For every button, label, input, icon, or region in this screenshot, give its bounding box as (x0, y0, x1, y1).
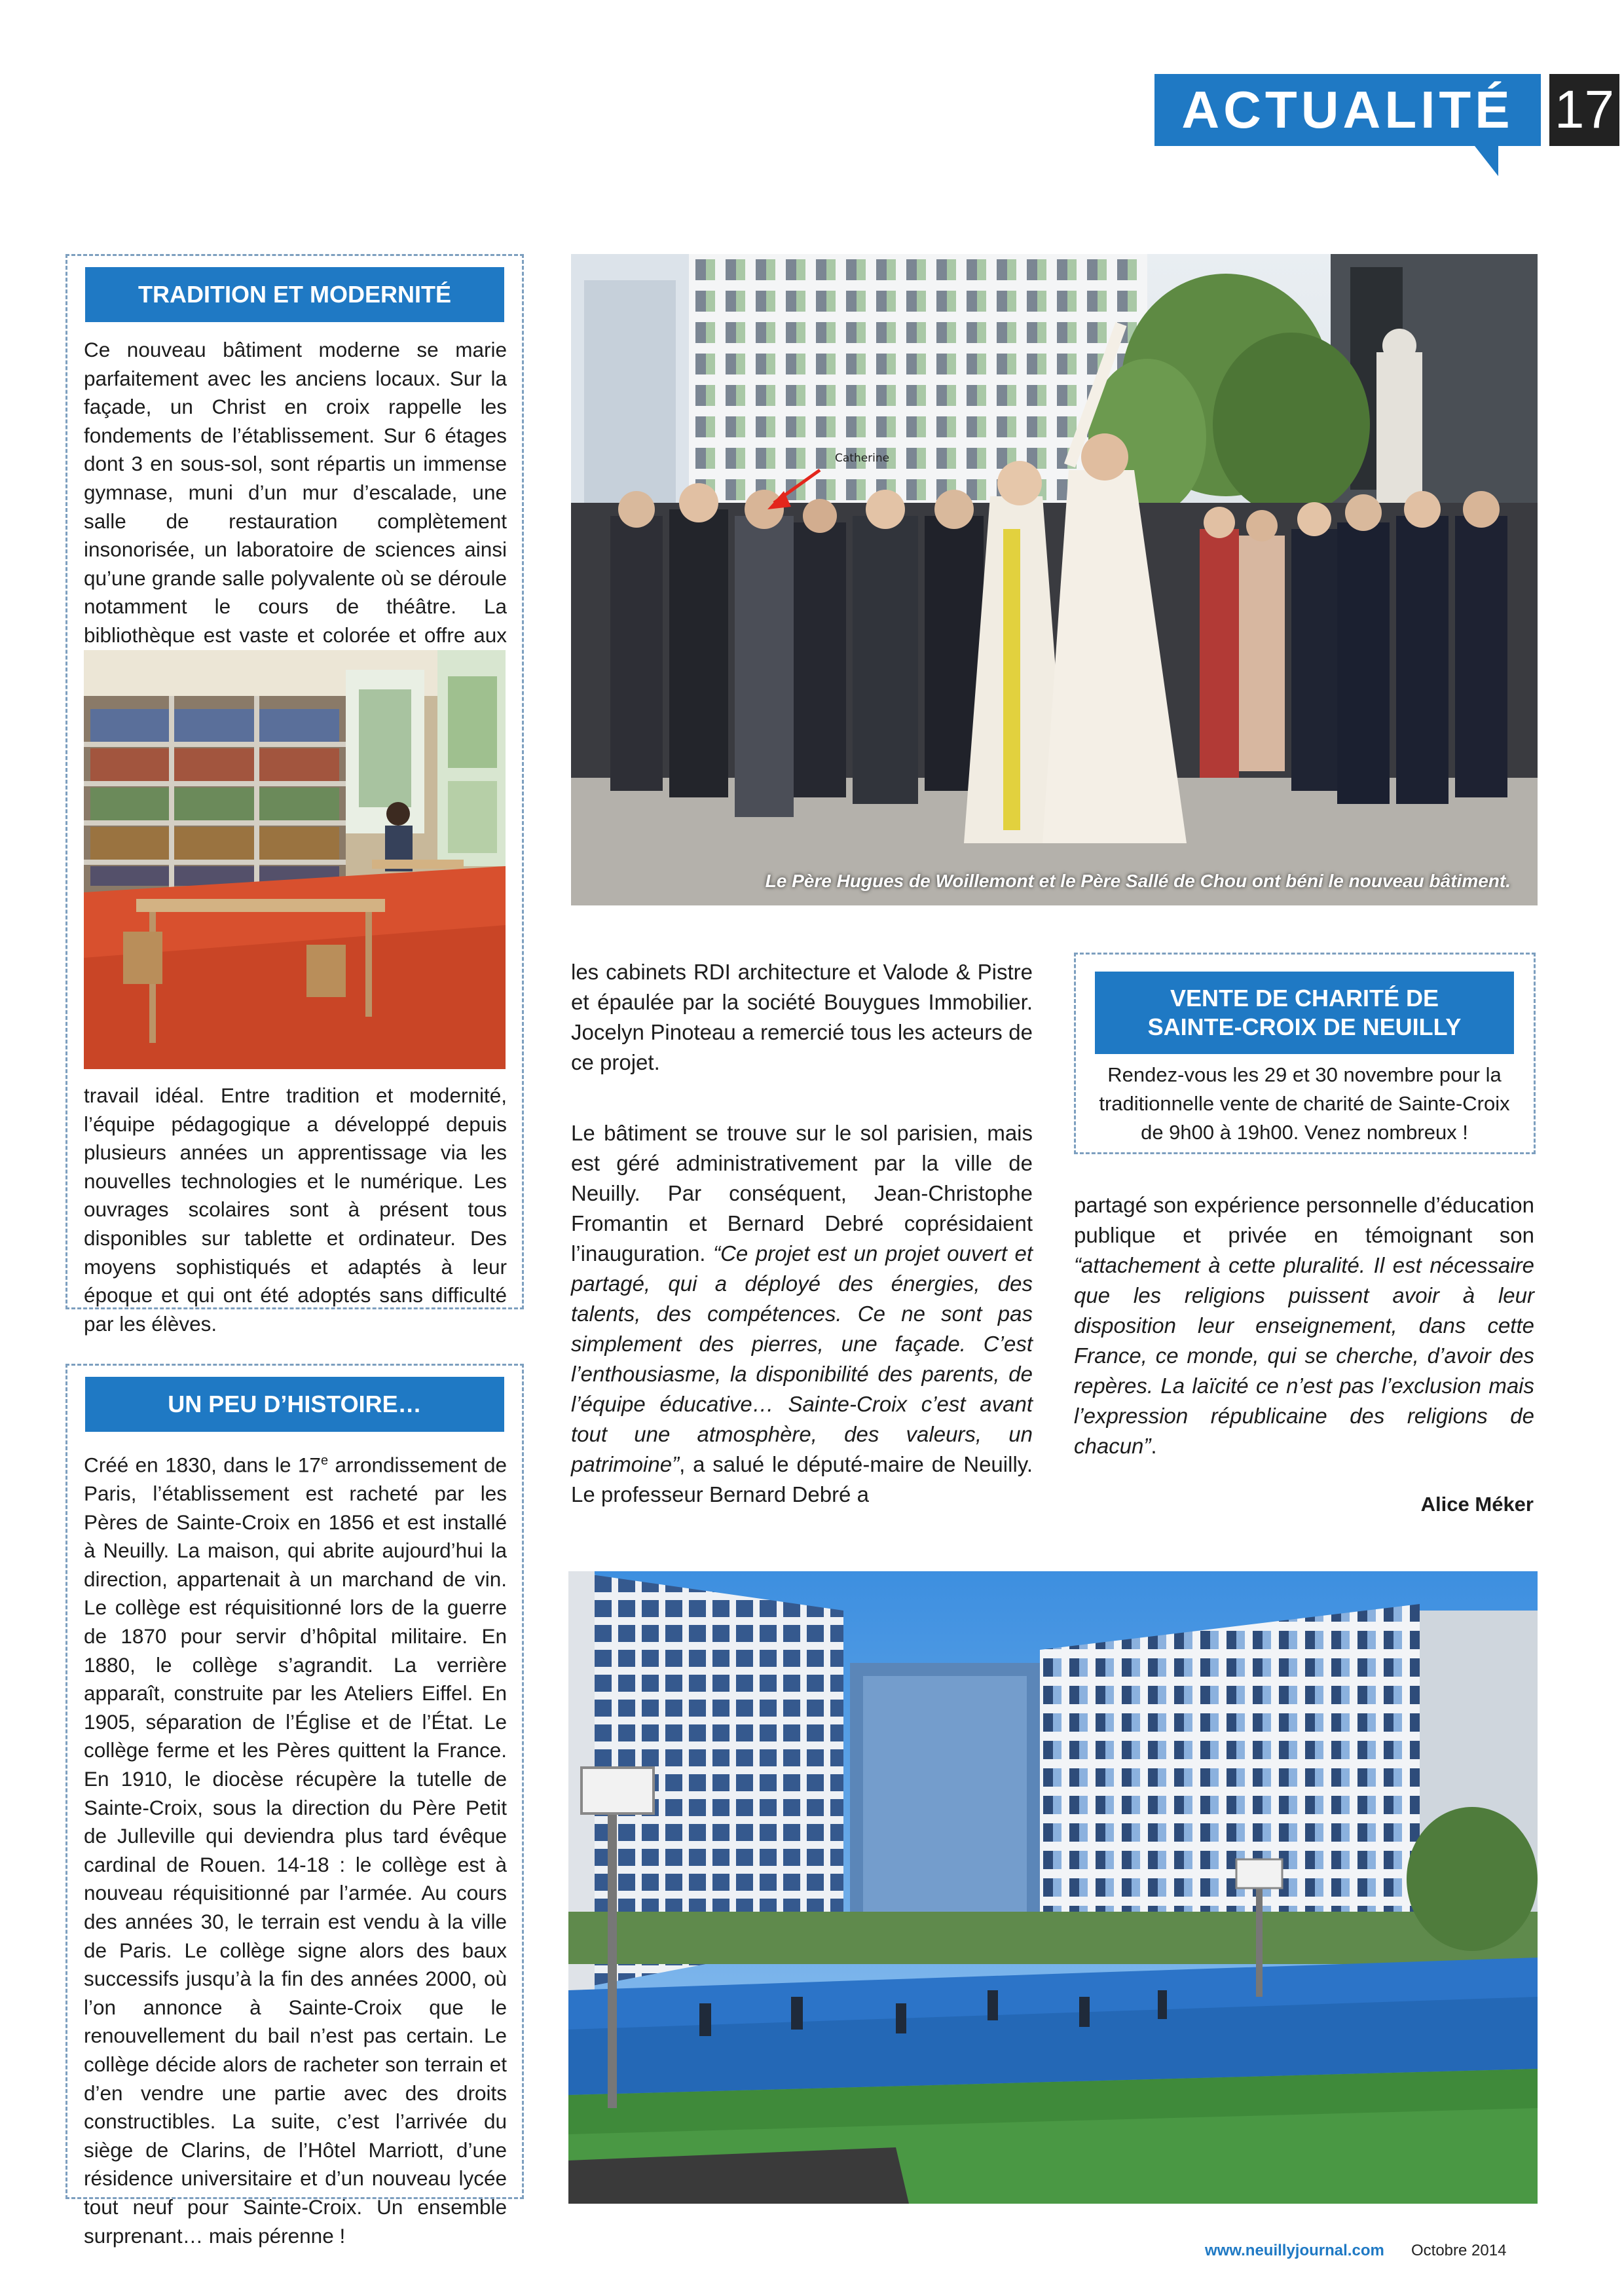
footer-date: Octobre 2014 (1411, 2242, 1507, 2259)
school-photo (568, 1571, 1538, 2204)
right-text-plain: partagé son expérience personnelle d’éducation publique et privée en témoignant son (1074, 1193, 1534, 1247)
history-title: UN PEU D’HISTOIRE… (85, 1377, 504, 1432)
history-text-start: Créé en 1830, dans le 17 (84, 1453, 321, 1477)
section-title: ACTUALITÉ (1154, 74, 1541, 146)
photo-caption: Le Père Hugues de Woillemont et le Père Sallé de Chou ont béni le nouveau bâtiment. (765, 871, 1511, 891)
history-text (84, 1447, 507, 2248)
tradition-text-bottom: travail idéal. Entre tradition et modernité, l’équipe pédagogique a développé depuis plusieurs années un apprentissage via les nouvelles technologies et le numérique. Les ouvrages scolaires sont à présent tous disponibles sur tablette et ordinateur. Des moyens sophistiqués et adaptés à leur époque et qui ont été adoptés sans difficulté par les élèves. (84, 1084, 507, 1336)
footer-url[interactable]: www.neuillyjournal.com (1205, 2242, 1384, 2259)
photo-annotation-label: Catherine (835, 452, 890, 465)
middle-para-2-end: , a salué le député-maire de Neuilly. Le professeur Bernard Debré a (571, 1452, 1033, 1506)
middle-para-2-quote: “Ce projet est un projet ouvert et partagé, qui a déployé des énergies, des talents, des compétences. Ce ne sont pas simplement des pierres, une façade. C’est l’enthousiasme, la disponibilité des parents, de l’équipe éducative… Sainte-Croix c’est avant tout une atmosphère, des valeurs, un patrimoine” (571, 1241, 1033, 1476)
right-text (1074, 1190, 1534, 1461)
tradition-text-top: Ce nouveau bâtiment moderne se marie parfaitement avec les anciens locaux. Sur la façade, un Christ en croix rappelle les fondements de l’établissement. Sur 6 étages dont 3 en sous-sol, sont répartis un immense gymnase, muni d’un mur d’escalade, une salle de restauration complètement insonorisée, un laboratoire de sciences ainsi qu’une grande salle polyvalente où se déroule notamment le cours de théâtre. La bibliothèque est vaste et colorée et offre aux (84, 338, 507, 647)
inauguration-photo (571, 254, 1538, 905)
right-text-end: . (1151, 1434, 1157, 1458)
history-text-rest: arrondissement de Paris, l’établissement est racheté par les Pères de Sainte-Croix en 1856 et est installé à Neuilly. La maison, qui abrite aujourd’hui la direction, appartenait à un marchand de vin. Le collège est réquisitionné lors de la guerre de 1870 pour servir d’hôpital militaire. En 1880, le collège s’agrandit. La verrière apparaît, construite par les Ateliers Eiffel. En 1905, séparation de l’Église et de l’État. Le collège ferme et les Pères quittent la France. En 1910, le diocèse récupère la tutelle de Sainte-Croix, sous la direction du Père Petit de Julleville qui deviendra plus tard évêque cardinal de Rouen. 14-18 : le collège est à nouveau réquisitionné par l’armée. Au cours des années 30, le terrain est vendu à la ville de Paris. Le collège signe alors des baux successifs jusqu’à la fin des années 2000, où l’on annonce à Sainte-Croix que le renouvellement du bail n’est pas certain. Le collège décide alors de racheter son terrain et d’en vendre une partie avec des droits constructibles. La suite, c’est l’arrivée du siège de Clarins, de l’Hôtel Marriott, d’une résidence universitaire et d’un nouveau lycée tout neuf pour Sainte-Croix. Un ensemble surprenant… mais pérenne ! (84, 1453, 507, 2248)
section-title-notch (1475, 146, 1498, 176)
right-text-quote: “attachement à cette pluralité. Il est nécessaire que les religions puissent avoir à leur disposition leur enseignement, dans cette France, ce monde, qui se cherche, d’avoir des repères. La laïcité ce n’est pas l’exclusion mais l’expression républicaine des religions de chacun” (1074, 1253, 1534, 1458)
page-number: 17 (1549, 74, 1619, 146)
charity-title: VENTE DE CHARITÉ DE SAINTE-CROIX DE NEUILLY (1095, 972, 1514, 1054)
middle-para-2 (571, 1118, 1033, 1510)
history-sup: e (320, 1453, 329, 1468)
middle-para-1: les cabinets RDI architecture et Valode & Pistre et épaulée par la société Bouygues Immobilier. Jocelyn Pinoteau a remercié tous les acteurs de ce projet. (571, 960, 1033, 1074)
middle-para-2-plain: Le bâtiment se trouve sur le sol parisien, mais est géré administrativement par la ville de Neuilly. Par conséquent, Jean-Christophe Fromantin et Bernard Debré coprésidaient l’inauguration. (571, 1121, 1033, 1266)
tradition-title: TRADITION ET MODERNITÉ (85, 267, 504, 322)
charity-text: Rendez-vous les 29 et 30 novembre pour la traditionnelle vente de charité de Sainte-Croix de 9h00 à 19h00. Venez nombreux ! (1099, 1063, 1510, 1144)
library-photo (84, 650, 506, 1069)
author-signature: Alice Méker (1420, 1493, 1534, 1516)
